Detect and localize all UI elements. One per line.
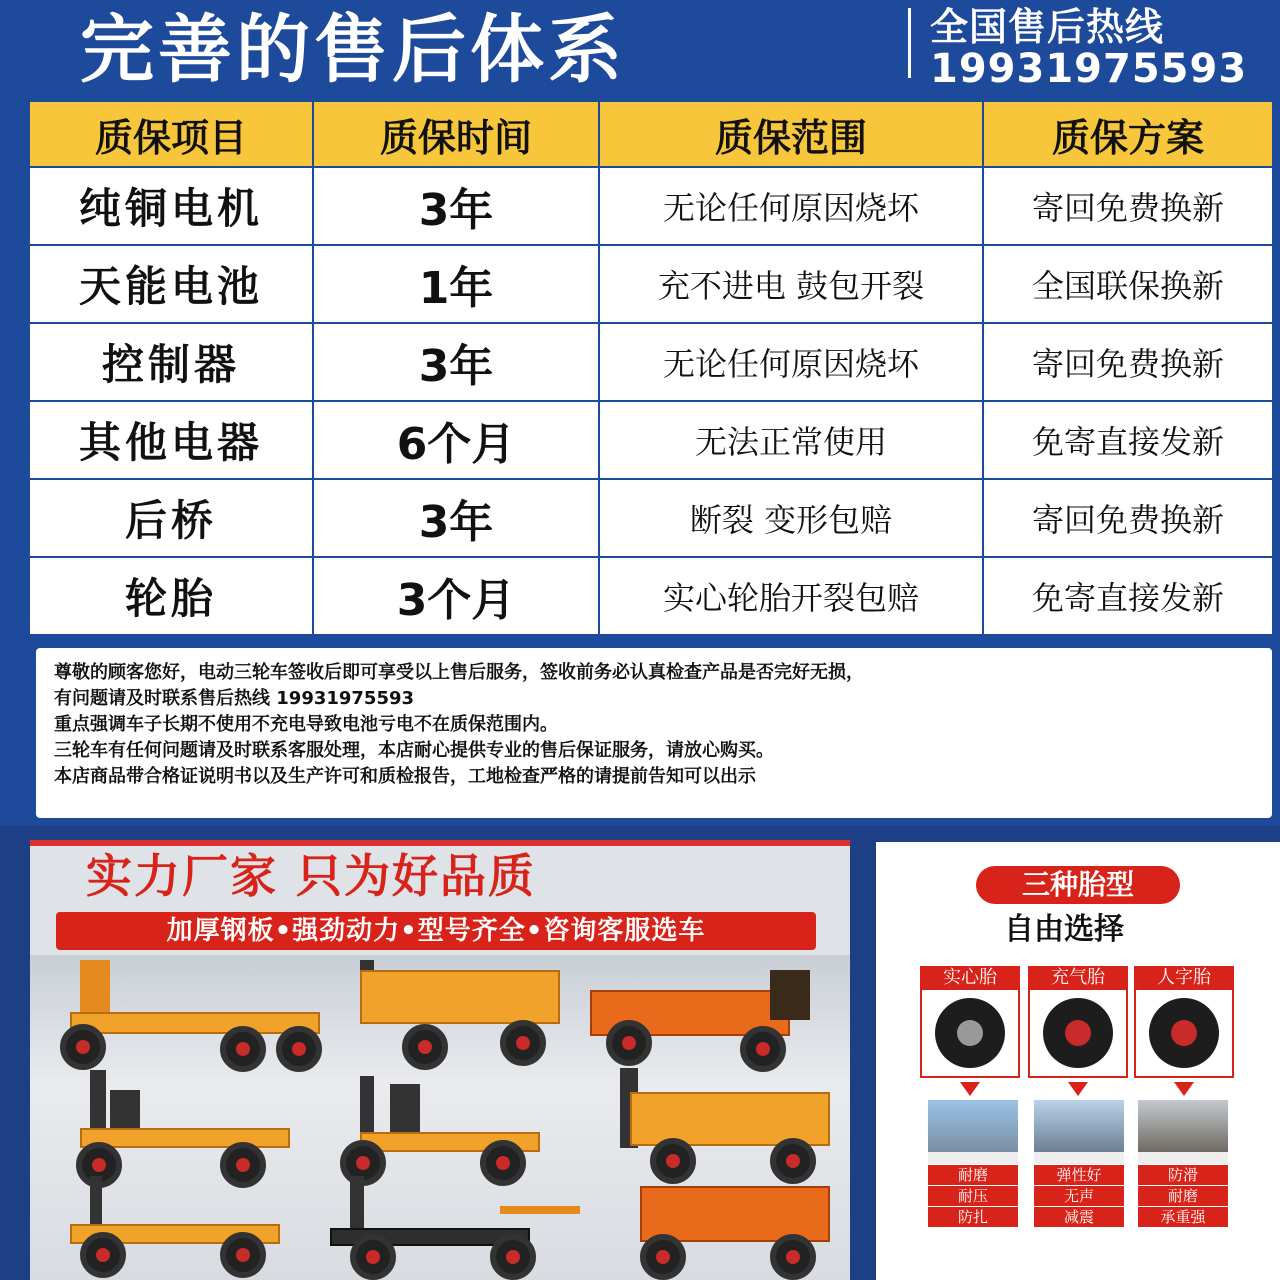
column-header-plan: 质保方案 — [983, 101, 1273, 167]
warranty-scope: 无论任何原因烧坏 — [599, 167, 983, 245]
tire-types-title: 三种胎型 — [976, 866, 1180, 904]
warranty-plan: 免寄直接发新 — [983, 401, 1273, 479]
tire-type-label: 充气胎 — [1028, 966, 1128, 990]
tire-icon — [1149, 998, 1219, 1068]
seat-post — [770, 970, 810, 1020]
feature-tag: 耐磨 — [928, 1165, 1018, 1185]
note-line: 重点强调车子长期不使用不充电导致电池亏电不在质保范围内。 — [54, 714, 558, 735]
feature-tag: 减震 — [1034, 1207, 1124, 1227]
feature-caption — [1138, 1152, 1228, 1164]
wheel-icon — [80, 1232, 126, 1278]
site-photo — [1034, 1100, 1124, 1152]
wheel-icon — [500, 1020, 546, 1066]
cart-image — [70, 1070, 300, 1180]
handle-post — [80, 960, 110, 1020]
warranty-plan: 寄回免费换新 — [983, 323, 1273, 401]
seat-post — [350, 1176, 364, 1236]
feature-caption — [928, 1152, 1018, 1164]
cart-image — [600, 1176, 840, 1276]
tire-features — [928, 1152, 1018, 1227]
dump-bucket — [640, 1186, 830, 1242]
warranty-item: 其他电器 — [29, 401, 313, 479]
tire-features — [1138, 1152, 1228, 1227]
tire-image-frame — [1134, 990, 1234, 1078]
warranty-item: 控制器 — [29, 323, 313, 401]
wheel-icon — [770, 1234, 816, 1280]
wheel-icon — [606, 1020, 652, 1066]
warranty-item: 纯铜电机 — [29, 167, 313, 245]
warranty-scope: 充不进电 鼓包开裂 — [599, 245, 983, 323]
arrow-down-icon — [1068, 1082, 1088, 1096]
tire-icon — [1043, 998, 1113, 1068]
warranty-scope: 无论任何原因烧坏 — [599, 323, 983, 401]
note-line: 尊敬的顾客您好，电动三轮车签收后即可享受以上售后服务，签收前务必认真检查产品是否完好无损， — [54, 662, 864, 683]
warranty-item: 轮胎 — [29, 557, 313, 635]
table-row — [29, 479, 1273, 557]
cart-image — [60, 1176, 290, 1276]
feature-tag: 弹性好 — [1034, 1165, 1124, 1185]
note-line: 三轮车有任何问题请及时联系客服处理，本店耐心提供专业的售后保证服务，请放心购买。 — [54, 740, 774, 761]
note-line: 有问题请及时联系售后热线 19931975593 — [54, 688, 415, 709]
tire-image-frame — [1028, 990, 1128, 1078]
feature-tag: 防扎 — [928, 1207, 1018, 1227]
warranty-scope: 无法正常使用 — [599, 401, 983, 479]
warranty-plan: 全国联保换新 — [983, 245, 1273, 323]
warranty-plan: 免寄直接发新 — [983, 557, 1273, 635]
warranty-period: 3年 — [313, 479, 599, 557]
promo-slogan: 实力厂家 只为好品质 — [86, 849, 537, 903]
hub-icon — [957, 1020, 983, 1046]
cart-image — [340, 960, 580, 1070]
tire-option-herringbone — [1134, 966, 1234, 1078]
tire-option-solid — [920, 966, 1020, 1078]
table-header-row — [29, 101, 1273, 167]
tire-image-frame — [920, 990, 1020, 1078]
cart-bed — [630, 1092, 830, 1146]
hotline-number[interactable]: 19931975593 — [930, 46, 1248, 92]
warranty-table — [28, 100, 1274, 636]
hub-icon — [1171, 1020, 1197, 1046]
site-photo — [928, 1100, 1018, 1152]
table-row — [29, 557, 1273, 635]
table-row — [29, 401, 1273, 479]
hotline-label: 全国售后热线 — [930, 5, 1165, 49]
column-header-scope: 质保范围 — [599, 101, 983, 167]
cart-bed — [70, 1012, 320, 1034]
table-row — [29, 245, 1273, 323]
tire-features — [1034, 1152, 1124, 1227]
tire-type-label: 人字胎 — [1134, 966, 1234, 990]
cart-image — [290, 1176, 590, 1276]
warranty-item: 后桥 — [29, 479, 313, 557]
warranty-period: 6个月 — [313, 401, 599, 479]
column-header-item: 质保项目 — [29, 101, 313, 167]
warranty-scope: 断裂 变形包赔 — [599, 479, 983, 557]
cart-bed — [360, 970, 560, 1024]
tire-type-label: 实心胎 — [920, 966, 1020, 990]
feature-tag: 承重强 — [1138, 1207, 1228, 1227]
wheel-icon — [640, 1234, 686, 1280]
feature-tag: 无声 — [1034, 1186, 1124, 1206]
hub-icon — [1065, 1020, 1091, 1046]
wheel-icon — [60, 1024, 106, 1070]
table-row — [29, 323, 1273, 401]
warranty-plan: 寄回免费换新 — [983, 479, 1273, 557]
warranty-period: 3年 — [313, 167, 599, 245]
wheel-icon — [402, 1024, 448, 1070]
wheel-icon — [220, 1232, 266, 1278]
feature-tag: 耐磨 — [1138, 1186, 1228, 1206]
wheel-icon — [220, 1026, 266, 1072]
wheel-icon — [490, 1234, 536, 1280]
service-notes — [36, 648, 1272, 818]
warranty-item: 天能电池 — [29, 245, 313, 323]
site-photo — [1138, 1100, 1228, 1152]
tire-option-pneumatic — [1028, 966, 1128, 1078]
feature-tag: 防滑 — [1138, 1165, 1228, 1185]
tire-types-subtitle: 自由选择 — [1004, 912, 1124, 947]
arrow-down-icon — [1174, 1082, 1194, 1096]
note-line: 本店商品带合格证说明书以及生产许可和质检报告，工地检查严格的请提前告知可以出示 — [54, 766, 756, 787]
warranty-period: 1年 — [313, 245, 599, 323]
feature-tag: 耐压 — [928, 1186, 1018, 1206]
tire-icon — [935, 998, 1005, 1068]
arrow-down-icon — [960, 1082, 980, 1096]
promo-banner: 加厚钢板•强劲动力•型号齐全•咨询客服选车 — [56, 912, 816, 950]
cart-image — [590, 1062, 840, 1182]
cart-image — [590, 960, 830, 1070]
warranty-plan: 寄回免费换新 — [983, 167, 1273, 245]
column-header-period: 质保时间 — [313, 101, 599, 167]
table-row — [29, 167, 1273, 245]
warranty-period: 3个月 — [313, 557, 599, 635]
page-title: 完善的售后体系 — [80, 7, 626, 93]
wheel-icon — [276, 1026, 322, 1072]
header-divider — [908, 8, 911, 78]
cart-image — [60, 960, 330, 1070]
wheel-icon — [350, 1234, 396, 1280]
warranty-scope: 实心轮胎开裂包赔 — [599, 557, 983, 635]
warranty-period: 3年 — [313, 323, 599, 401]
fork-tines — [500, 1206, 580, 1214]
cart-image — [300, 1070, 550, 1180]
feature-caption — [1034, 1152, 1124, 1164]
